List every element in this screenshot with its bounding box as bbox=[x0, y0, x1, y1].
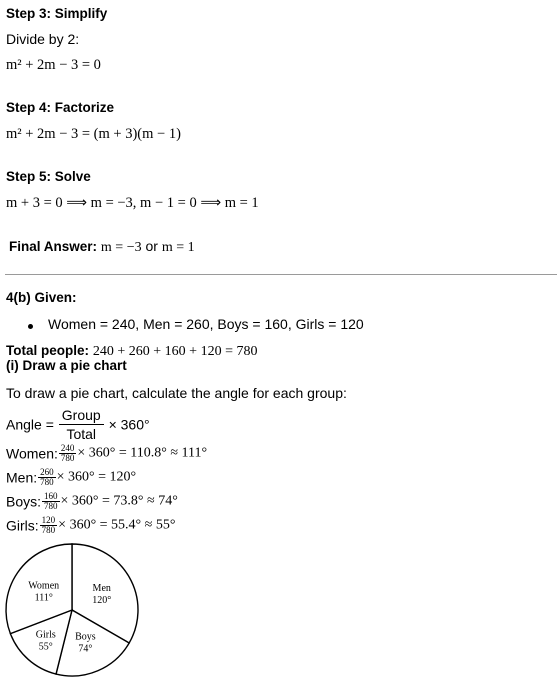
calc-numerator: 260 bbox=[40, 467, 54, 477]
final-answer-connector: or bbox=[145, 238, 158, 254]
pie-label-men: Men bbox=[92, 582, 111, 594]
fraction-denominator: Total bbox=[66, 426, 97, 442]
step5-equation: m + 3 = 0 ⟹ m = −3, m − 1 = 0 ⟹ m = 1 bbox=[6, 195, 259, 211]
calc-result: × 360° = 110.8° ≈ 111° bbox=[77, 445, 208, 461]
pie-angle-girls: 55° bbox=[38, 641, 53, 653]
fraction-numerator: Group bbox=[59, 408, 104, 425]
final-answer bbox=[9, 238, 195, 256]
total-expression: 240 + 260 + 160 + 120 = 780 bbox=[92, 344, 258, 359]
calc-result: × 360° = 73.8° ≈ 74° bbox=[60, 493, 178, 509]
pie-intro: To draw a pie chart, calculate the angle for each group: bbox=[6, 385, 347, 401]
calc-label: Girls: bbox=[6, 517, 39, 534]
angle-label: Angle = bbox=[6, 416, 54, 433]
part4b-subheading: (i) Draw a pie chart bbox=[6, 358, 127, 373]
final-answer-label: Final Answer: bbox=[9, 239, 98, 254]
calc-numerator: 240 bbox=[60, 443, 75, 453]
step5-heading: Step 5: Solve bbox=[6, 169, 91, 184]
calc-fraction bbox=[40, 516, 58, 535]
calc-boys bbox=[6, 492, 178, 511]
bullet-dot bbox=[28, 324, 33, 329]
calc-girls bbox=[6, 516, 175, 535]
step3-heading: Step 3: Simplify bbox=[6, 6, 108, 21]
calc-fraction bbox=[38, 468, 56, 487]
calc-numerator: 120 bbox=[41, 515, 56, 525]
pie-angle-women: 111° bbox=[34, 592, 53, 604]
pie-angle-boys: 74° bbox=[78, 643, 93, 655]
calc-numerator: 160 bbox=[44, 491, 58, 501]
calc-label: Men: bbox=[6, 469, 38, 486]
pie-label-boys: Boys bbox=[75, 631, 96, 643]
pie-label-girls: Girls bbox=[35, 629, 56, 641]
calc-result: × 360° = 120° bbox=[56, 469, 137, 485]
final-answer-value-2: m = 1 bbox=[161, 240, 195, 255]
calc-result: × 360° = 55.4° ≈ 55° bbox=[58, 517, 176, 533]
group-over-total-fraction bbox=[59, 408, 104, 441]
calc-label: Women: bbox=[6, 445, 58, 462]
angle-suffix: × 360° bbox=[108, 416, 150, 433]
total-label: Total people: bbox=[6, 343, 89, 358]
calc-denominator: 780 bbox=[44, 501, 58, 511]
calc-men bbox=[6, 468, 136, 487]
section-divider bbox=[5, 274, 557, 275]
step3-equation: m² + 2m − 3 = 0 bbox=[6, 57, 101, 73]
pie-label-women: Women bbox=[28, 580, 60, 592]
calc-fraction bbox=[59, 444, 77, 463]
angle-formula bbox=[6, 408, 150, 441]
given-values: Women = 240, Men = 260, Boys = 160, Girls = 120 bbox=[48, 316, 364, 332]
calc-women bbox=[6, 444, 207, 463]
pie-chart bbox=[4, 540, 144, 680]
step4-heading: Step 4: Factorize bbox=[6, 100, 115, 115]
calc-denominator: 780 bbox=[41, 525, 56, 535]
calc-denominator: 780 bbox=[40, 477, 54, 487]
calc-fraction bbox=[42, 492, 60, 511]
calc-denominator: 780 bbox=[60, 453, 75, 463]
part4b-heading: 4(b) Given: bbox=[6, 290, 77, 305]
step4-equation: m² + 2m − 3 = (m + 3)(m − 1) bbox=[6, 126, 181, 142]
final-answer-value-1: m = −3 bbox=[100, 240, 142, 255]
step3-instruction: Divide by 2: bbox=[6, 31, 80, 47]
pie-angle-men: 120° bbox=[92, 594, 112, 606]
calc-label: Boys: bbox=[6, 493, 42, 510]
